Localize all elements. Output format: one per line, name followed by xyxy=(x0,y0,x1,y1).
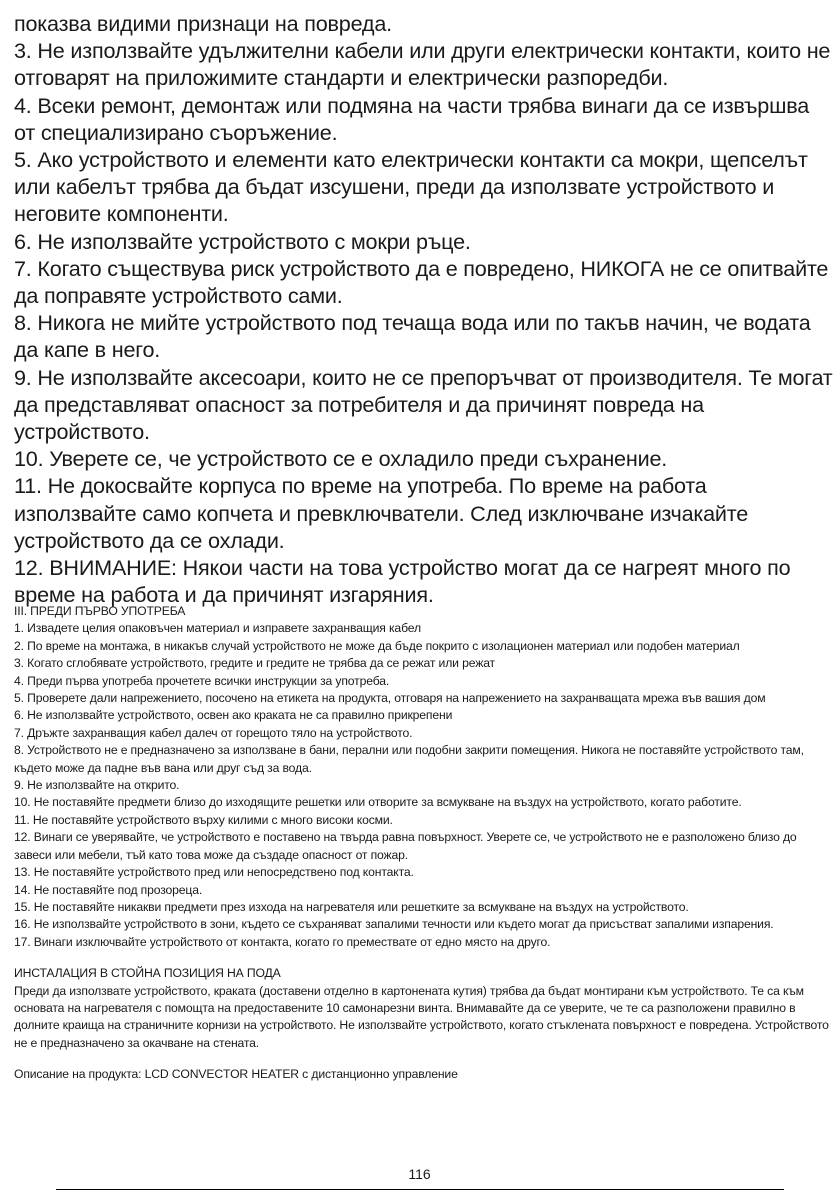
section-heading-installation: ИНСТАЛАЦИЯ В СТОЙНА ПОЗИЦИЯ НА ПОДА xyxy=(14,966,281,981)
section-heading-before-first-use: III. ПРЕДИ ПЪРВО УПОТРЕБА xyxy=(14,604,186,618)
list-item: 4. Преди първа употреба прочетете всички инструкции за употреба. xyxy=(14,673,390,688)
list-item: 3. Когато сглобявате устройството, гредите и гредите не трябва да се режат или режат xyxy=(14,656,495,671)
list-item: 12. Винаги се уверявайте, че устройството е поставено на твърда равна повърхност. Уверете се, че устройството не е разположено близо до завеси или мебели, тъй като това може да създаде опасност от пожар. xyxy=(14,830,797,862)
list-item: 10. Не поставяйте предмети близо до изходящите решетки или отворите за всмукване на въздух на устройството, когато работите. xyxy=(14,795,742,810)
footer-divider xyxy=(56,1189,784,1190)
list-item: показва видими признаци на повреда. xyxy=(14,11,392,36)
spacer xyxy=(14,1052,834,1066)
list-item: 15. Не поставяйте никакви предмети през изхода на нагревателя или решетките за всмукване на въздух на устройството. xyxy=(14,899,689,914)
spacer xyxy=(14,951,834,965)
list-item: 1. Извадете целия опаковъчен материал и изправете захранващия кабел xyxy=(14,621,421,636)
list-item: 5. Ако устройството и елементи като електрически контакти са мокри, щепселът или кабелът трябва да бъдат изсушени, преди да използвате устройството и неговите компоненти. xyxy=(14,147,808,227)
list-item: 4. Всеки ремонт, демонтаж или подмяна на части трябва винаги да се извършва от специализирано съоръжение. xyxy=(14,92,810,145)
secondary-content xyxy=(14,603,834,1084)
list-item: 11. Не поставяйте устройството върху килими с много високи косми. xyxy=(14,812,393,827)
main-safety-list xyxy=(14,10,834,608)
list-item: 6. Не използвайте устройството с мокри ръце. xyxy=(14,228,471,254)
list-item: 6. Не използвайте устройството, освен ако краката не са правилно прикрепени xyxy=(14,708,453,723)
product-description: Описание на продукта: LCD CONVECTOR HEATER с дистанционно управление xyxy=(14,1067,458,1082)
list-item: 11. Не докосвайте корпуса по време на употреба. По време на работа използвайте само копчета и превключватели. След изключване изчакайте устройството да се охлади. xyxy=(14,473,749,553)
list-item: 10. Уверете се, че устройството се е охладило преди съхранение. xyxy=(14,446,668,472)
list-item: 9. Не използвайте аксесоари, които не се препоръчват от производителя. Те могат да представляват опасност за потребителя и да причинят повреда на устройството. xyxy=(14,364,833,445)
installation-paragraph: Преди да използвате устройството, краката (доставени отделно в картонената кутия) трябва да бъдат монтирани към устройството. Те са към основата на нагревателя с помощта на предоставените 10 самонарезни винта. Внимавайте да се уверите, че те са разположени правилно в долните краища на страничните корнизи на устройството. Не използвайте устройството, когато стъклената повърхност е повредена. Устройството не е предназначено за окачване на стената. xyxy=(14,983,829,1050)
list-item: 3. Не използвайте удължителни кабели или други електрически контакти, които не отговарят на приложимите стандарти и електрически разпоредби. xyxy=(14,38,831,91)
list-item: 8. Никога не мийте устройството под течаща вода или по такъв начин, че водата да капе в него. xyxy=(14,310,811,363)
list-item: 8. Устройството не е предназначено за използване в бани, перални или подобни закрити помещения. Никога не поставяйте устройството там, където може да падне във вана или друг съд за вода. xyxy=(14,743,804,775)
list-item: 7. Дръжте захранващия кабел далеч от горещото тяло на устройството. xyxy=(14,725,413,740)
list-item: 13. Не поставяйте устройството пред или непосредствено под контакта. xyxy=(14,865,414,880)
list-item: 17. Винаги изключвайте устройството от контакта, когато го премествате от едно място на друго. xyxy=(14,934,551,949)
list-item: 16. Не използвайте устройството в зони, където се съхраняват запалими течности или където могат да присъстват запалими изпарения. xyxy=(14,917,774,932)
list-item: 9. Не използвайте на открито. xyxy=(14,778,180,793)
list-item: 12. ВНИМАНИЕ: Някои части на това устройство могат да се нагреят много по време на работа и да причинят изгаряния. xyxy=(14,555,791,608)
list-item: 14. Не поставяйте под прозореца. xyxy=(14,882,203,897)
page-number: 116 xyxy=(408,1166,431,1182)
list-item: 7. Когато съществува риск устройството да е повредено, НИКОГА не се опитвайте да поправяте устройството сами. xyxy=(14,255,829,309)
list-item: 2. По време на монтажа, в никакъв случай устройството не може да бъде покрито с изолационен материал или подобен материал xyxy=(14,638,740,653)
list-item: 5. Проверете дали напрежението, посочено на етикета на продукта, отговаря на напрежението на захранващата мрежа във вашия дом xyxy=(14,691,766,706)
